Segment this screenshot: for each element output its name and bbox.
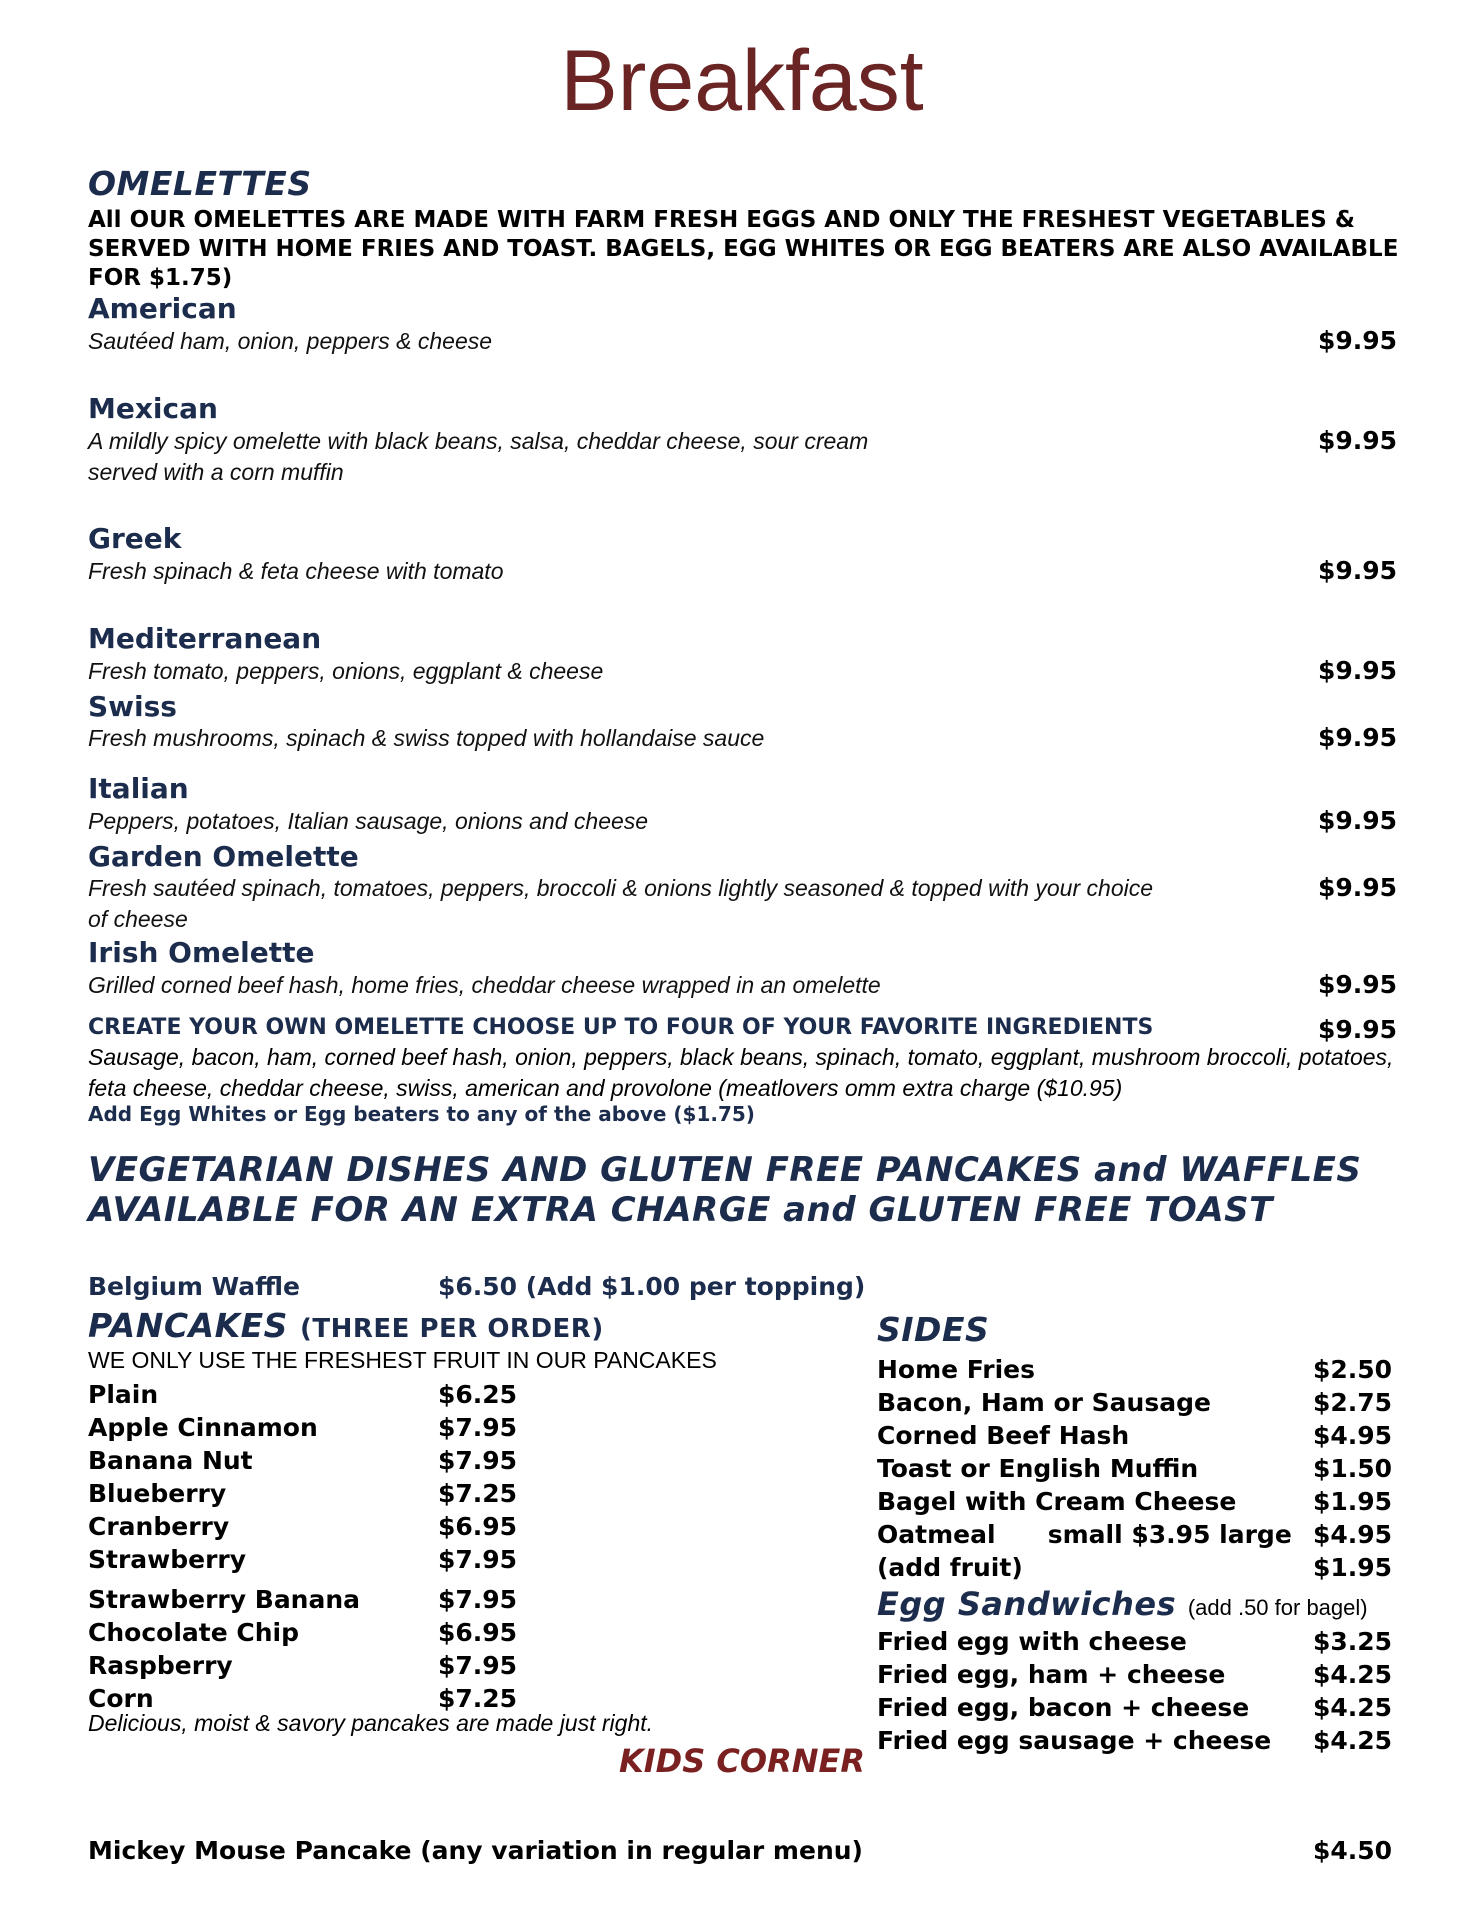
omelette-desc-irish: Grilled corned beef hash, home fries, cheddar cheese wrapped in an omelette	[88, 972, 881, 998]
pancake-price: $6.25	[438, 1380, 518, 1409]
omelette-name-swiss: Swiss	[88, 690, 177, 723]
omelette-price-garden: $9.95	[1318, 873, 1398, 902]
side-name: Bagel with Cream Cheese	[877, 1487, 1237, 1516]
side-price: $2.50	[1313, 1355, 1393, 1384]
side-price: $2.75	[1313, 1388, 1393, 1417]
omelette-desc-italian: Peppers, potatoes, Italian sausage, onions and cheese	[88, 808, 649, 834]
omelette-desc-american: Sautéed ham, onion, peppers & cheese	[88, 328, 493, 354]
pancakes-title: PANCAKES	[88, 1306, 288, 1345]
side-name: (add fruit)	[877, 1553, 1023, 1582]
pancake-price: $7.95	[438, 1545, 518, 1574]
omelette-price-swiss: $9.95	[1318, 723, 1398, 752]
egg-sandwich-name: Fried egg sausage + cheese	[877, 1726, 1272, 1755]
pancake-name: Chocolate Chip	[88, 1618, 299, 1647]
pancake-price: $7.95	[438, 1413, 518, 1442]
omelette-name-garden: Garden Omelette	[88, 840, 359, 873]
side-name: Bacon, Ham or Sausage	[877, 1388, 1211, 1417]
kids-item-name: Mickey Mouse Pancake (any variation in regular menu)	[88, 1836, 863, 1865]
egg-sandwiches-title: Egg Sandwiches	[877, 1585, 1177, 1623]
omelette-name-italian: Italian	[88, 772, 189, 805]
pancake-price: $6.95	[438, 1512, 518, 1541]
pancakes-footer-note: Delicious, moist & savory pancakes are made just right.	[88, 1710, 654, 1736]
egg-whites-note: Add Egg Whites or Egg beaters to any of the above ($1.75)	[88, 1102, 755, 1126]
omelette-name-american: American	[88, 292, 237, 325]
pancake-name: Plain	[88, 1380, 159, 1409]
pancake-price: $6.95	[438, 1618, 518, 1647]
side-name: Corned Beef Hash	[877, 1421, 1130, 1450]
waffle-name: Belgium Waffle	[88, 1272, 301, 1301]
omelette-name-mediterranean: Mediterranean	[88, 622, 322, 655]
pancake-name: Raspberry	[88, 1651, 233, 1680]
omelette-price-irish: $9.95	[1318, 970, 1398, 999]
pancake-name: Corn	[88, 1684, 154, 1713]
egg-sandwiches-note: (add .50 for bagel)	[1187, 1595, 1368, 1620]
pancake-name: Banana Nut	[88, 1446, 253, 1475]
pancake-name: Cranberry	[88, 1512, 230, 1541]
pancake-price: $7.95	[438, 1585, 518, 1614]
omelette-name-irish: Irish Omelette	[88, 936, 315, 969]
egg-sandwich-price: $3.25	[1313, 1627, 1393, 1656]
side-name: Toast or English Muffin	[877, 1454, 1199, 1483]
omelette-name-greek: Greek	[88, 522, 182, 555]
egg-sandwich-price: $4.25	[1313, 1660, 1393, 1689]
pancake-price: $7.95	[438, 1446, 518, 1475]
side-price: $4.95	[1313, 1421, 1393, 1450]
egg-sandwich-name: Fried egg with cheese	[877, 1627, 1187, 1656]
side-price: $4.95	[1313, 1520, 1393, 1549]
side-name: Home Fries	[877, 1355, 1036, 1384]
omelette-desc-garden: Fresh sautéed spinach, tomatoes, peppers, broccoli & onions lightly seasoned & topped with your choice of cheese	[88, 875, 1154, 932]
omelette-price-greek: $9.95	[1318, 556, 1398, 585]
omelette-desc-greek: Fresh spinach & feta cheese with tomato	[88, 558, 504, 584]
create-your-own-price: $9.95	[1318, 1015, 1398, 1044]
create-your-own-heading: CREATE YOUR OWN OMELETTE CHOOSE UP TO FOUR OF YOUR FAVORITE INGREDIENTS	[88, 1015, 1154, 1040]
pancake-name: Blueberry	[88, 1479, 227, 1508]
omelette-price-mediterranean: $9.95	[1318, 656, 1398, 685]
egg-sandwich-price: $4.25	[1313, 1693, 1393, 1722]
omelette-name-mexican: Mexican	[88, 392, 218, 425]
side-price: $1.95	[1313, 1553, 1393, 1582]
side-name: Oatmeal small $3.95 large	[877, 1520, 1292, 1549]
omelette-price-italian: $9.95	[1318, 806, 1398, 835]
omelette-desc-mexican: A mildly spicy omelette with black beans, salsa, cheddar cheese, sour cream served with a corn muffin	[88, 428, 869, 485]
side-price: $1.95	[1313, 1487, 1393, 1516]
sides-heading: SIDES	[877, 1310, 990, 1349]
page-title: Breakfast	[560, 33, 924, 129]
pancake-name: Apple Cinnamon	[88, 1413, 318, 1442]
omelette-desc-mediterranean: Fresh tomato, peppers, onions, eggplant & cheese	[88, 658, 604, 684]
egg-sandwich-name: Fried egg, ham + cheese	[877, 1660, 1226, 1689]
vegetarian-heading: VEGETARIAN DISHES AND GLUTEN FREE PANCAKES and WAFFLES AVAILABLE FOR AN EXTRA CHARGE and GLUTEN FREE TOAST	[88, 1150, 1362, 1230]
omelettes-intro: All OUR OMELETTES ARE MADE WITH FARM FRESH EGGS AND ONLY THE FRESHEST VEGETABLES & SERVED WITH HOME FRIES AND TOAST. BAGELS, EGG WHITES OR EGG BEATERS ARE ALSO AVAILABLE FOR $1.75)	[88, 207, 1399, 291]
pancake-price: $7.25	[438, 1479, 518, 1508]
pancakes-heading	[88, 1306, 604, 1345]
egg-sandwiches-heading	[877, 1585, 1368, 1623]
egg-sandwich-price: $4.25	[1313, 1726, 1393, 1755]
omelette-desc-swiss: Fresh mushrooms, spinach & swiss topped with hollandaise sauce	[88, 725, 765, 751]
omelette-price-mexican: $9.95	[1318, 426, 1398, 455]
pancakes-subtitle: (THREE PER ORDER)	[299, 1314, 604, 1344]
kids-item-price: $4.50	[1313, 1836, 1393, 1865]
pancakes-fruit-note: WE ONLY USE THE FRESHEST FRUIT IN OUR PANCAKES	[88, 1347, 717, 1373]
egg-sandwich-name: Fried egg, bacon + cheese	[877, 1693, 1250, 1722]
pancake-price: $7.25	[438, 1684, 518, 1713]
omelette-price-american: $9.95	[1318, 326, 1398, 355]
omelettes-heading: OMELETTES	[88, 164, 312, 203]
waffle-price: $6.50 (Add $1.00 per topping)	[438, 1272, 866, 1301]
create-your-own-ingredients: Sausage, bacon, ham, corned beef hash, onion, peppers, black beans, spinach, tomato, eggplant, mushroom broccoli, potatoes, feta cheese, cheddar cheese, swiss, american and provolone (meatlovers omm extra charge ($10.95)	[88, 1044, 1394, 1101]
pancake-name: Strawberry	[88, 1545, 247, 1574]
pancake-price: $7.95	[438, 1651, 518, 1680]
kids-corner-heading: KIDS CORNER	[618, 1742, 866, 1780]
pancake-name: Strawberry Banana	[88, 1585, 361, 1614]
side-price: $1.50	[1313, 1454, 1393, 1483]
